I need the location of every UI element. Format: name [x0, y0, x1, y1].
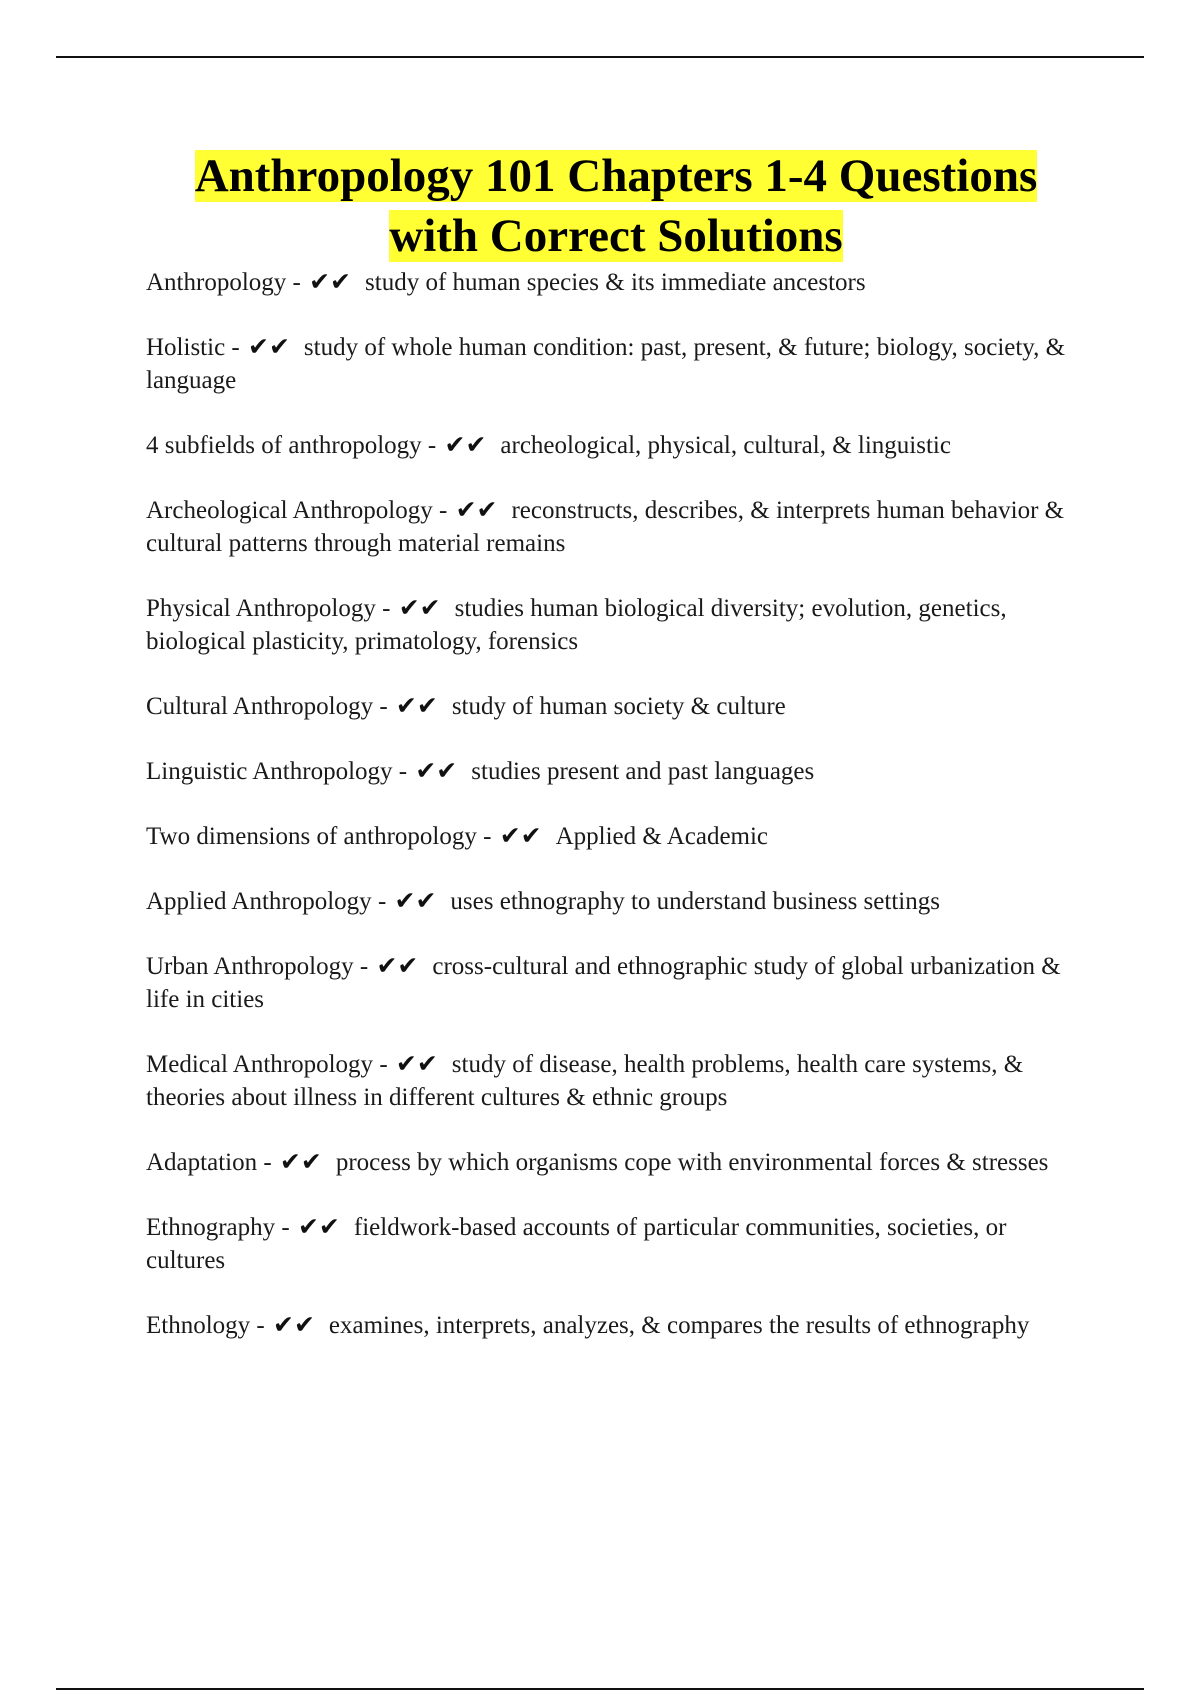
bottom-rule: [56, 1688, 1144, 1690]
entry-term: Archeological Anthropology: [146, 497, 433, 524]
entry-term: Physical Anthropology: [146, 595, 376, 622]
flashcard-entry: [146, 885, 1086, 918]
entry-definition: archeological, physical, cultural, & linguistic: [500, 432, 951, 459]
double-check-icon: ✔✔: [376, 953, 419, 980]
double-check-icon: ✔✔: [248, 334, 290, 361]
double-check-icon: ✔✔: [398, 595, 441, 622]
entry-definition: reconstructs, describes, & interprets human behavior & cultural patterns through material remains: [146, 497, 1065, 557]
double-check-icon: ✔✔: [395, 693, 438, 720]
title-line-2: with Correct Solutions: [389, 210, 843, 262]
entry-separator: -: [476, 823, 498, 850]
entry-term: Anthropology: [146, 269, 287, 296]
flashcard-list: [146, 266, 1086, 1342]
entry-separator: -: [373, 693, 394, 720]
flashcard-entry: [146, 494, 1086, 560]
double-check-icon: ✔✔: [444, 432, 487, 459]
double-check-icon: ✔✔: [415, 758, 458, 785]
entry-separator: -: [275, 1214, 296, 1241]
double-check-icon: ✔✔: [499, 823, 542, 850]
entry-term: Holistic: [146, 334, 226, 361]
entry-definition: Applied & Academic: [555, 823, 769, 850]
entry-separator: -: [375, 595, 397, 622]
double-check-icon: ✔✔: [279, 1149, 322, 1176]
flashcard-entry: [146, 429, 1086, 462]
entry-definition: studies present and past languages: [471, 758, 815, 785]
entry-definition: process by which organisms cope with environmental forces & stresses: [335, 1149, 1049, 1176]
double-check-icon: ✔✔: [395, 1051, 438, 1078]
entry-separator: -: [373, 1051, 394, 1078]
entry-term: 4 subfields of anthropology: [146, 432, 422, 459]
flashcard-entry: [146, 331, 1086, 397]
entry-term: Ethnography: [146, 1214, 276, 1241]
entry-separator: -: [392, 758, 414, 785]
flashcard-entry: [146, 1309, 1086, 1342]
double-check-icon: ✔✔: [455, 497, 498, 524]
entry-separator: -: [371, 888, 393, 915]
entry-term: Cultural Anthropology: [146, 693, 374, 720]
document-body: [146, 146, 1086, 1374]
flashcard-entry: [146, 1048, 1086, 1114]
entry-separator: -: [421, 432, 443, 459]
double-check-icon: ✔✔: [309, 269, 352, 296]
entry-separator: -: [353, 953, 375, 980]
flashcard-entry: [146, 755, 1086, 788]
entry-separator: -: [432, 497, 454, 524]
entry-definition: study of disease, health problems, health care systems, & theories about illness in different cultures & ethnic groups: [146, 1051, 1024, 1111]
flashcard-entry: [146, 950, 1086, 1016]
entry-separator: -: [286, 269, 308, 296]
entry-term: Urban Anthropology: [146, 953, 354, 980]
entry-definition: fieldwork-based accounts of particular communities, societies, or cultures: [146, 1214, 1007, 1274]
flashcard-entry: [146, 690, 1086, 723]
entry-definition: study of whole human condition: past, present, & future; biology, society, & language: [146, 334, 1066, 394]
entry-definition: study of human society & culture: [451, 693, 786, 720]
double-check-icon: ✔✔: [394, 888, 437, 915]
entry-separator: -: [225, 334, 246, 361]
flashcard-entry: [146, 820, 1086, 853]
entry-definition: uses ethnography to understand business settings: [450, 888, 940, 915]
flashcard-entry: [146, 1211, 1086, 1277]
title-line-1: Anthropology 101 Chapters 1-4 Questions: [194, 150, 1038, 202]
entry-term: Ethnology: [146, 1312, 251, 1339]
flashcard-entry: [146, 1146, 1086, 1179]
top-rule: [56, 56, 1144, 58]
entry-term: Two dimensions of anthropology: [146, 823, 477, 850]
flashcard-entry: [146, 266, 1086, 299]
entry-term: Medical Anthropology: [146, 1051, 374, 1078]
entry-term: Applied Anthropology: [146, 888, 372, 915]
entry-term: Adaptation: [146, 1149, 258, 1176]
double-check-icon: ✔✔: [297, 1214, 340, 1241]
document-title: [146, 146, 1086, 266]
entry-definition: cross-cultural and ethnographic study of global urbanization & life in cities: [146, 953, 1061, 1013]
entry-definition: study of human species & its immediate ancestors: [365, 269, 866, 296]
entry-separator: -: [250, 1312, 271, 1339]
flashcard-entry: [146, 592, 1086, 658]
entry-term: Linguistic Anthropology: [146, 758, 393, 785]
entry-definition: examines, interprets, analyzes, & compares the results of ethnography: [328, 1312, 1030, 1339]
double-check-icon: ✔✔: [273, 1312, 315, 1339]
entry-definition: studies human biological diversity; evolution, genetics, biological plasticity, primatology, forensics: [146, 595, 1007, 655]
entry-separator: -: [257, 1149, 278, 1176]
